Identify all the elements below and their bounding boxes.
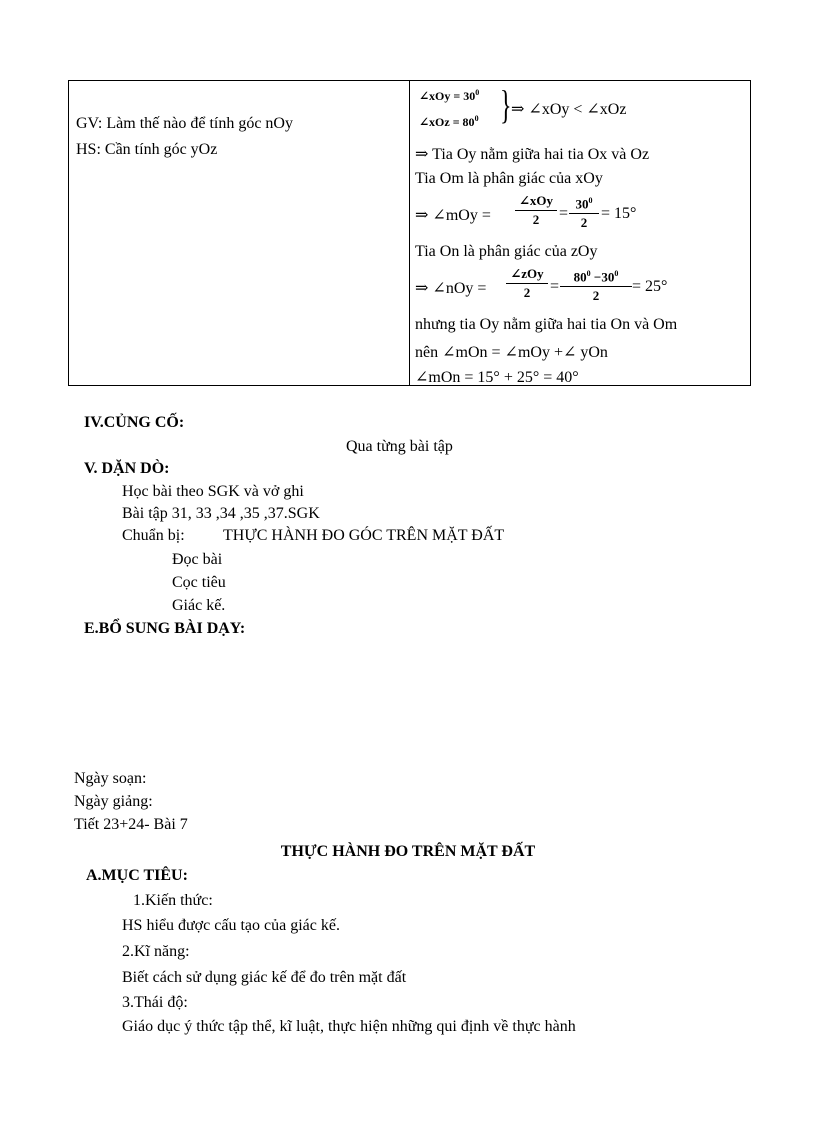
oy-between-statement: ⇒ Tia Oy nằm giữa hai tia Ox và Oz [415, 146, 650, 163]
noy-fraction-1: ∠zOy 2 [506, 266, 548, 301]
prep-label: Chuẩn bị: [122, 527, 185, 544]
ki-nang-label: 2.Kĩ năng: [122, 943, 190, 960]
thai-do-label: 3.Thái độ: [122, 994, 188, 1011]
prep-title: THỰC HÀNH ĐO GÓC TRÊN MẶT ĐẤT [223, 527, 505, 544]
oy-between-on-om: nhưng tia Oy nằm giữa hai tia On và Om [415, 316, 678, 333]
lesson-title: THỰC HÀNH ĐO TRÊN MẶT ĐẤT [280, 843, 536, 860]
kien-thuc-label: 1.Kiến thức: [133, 892, 213, 909]
right-brace: } [500, 82, 512, 127]
noy-equals: = [550, 278, 560, 295]
noy-fraction-2: $80^0 -30^0$ 2 [560, 266, 632, 304]
moy-lhs: ⇒ ∠mOy = [415, 207, 491, 224]
mon-result: ∠mOn = 15° + 25° = 40° [415, 369, 579, 386]
moy-fraction-2: $30^0$ 2 [569, 193, 599, 231]
prep-item: Giác kế. [172, 597, 226, 614]
ki-nang-text: Biết cách sử dụng giác kế để đo trên mặt đất [122, 969, 407, 986]
mon-sum: nên ∠mOn = ∠mOy +∠ yOn [415, 344, 608, 361]
on-bisector-statement: Tia On là phân giác của zOy [415, 243, 598, 260]
muc-tieu-heading: A.MỤC TIÊU: [86, 867, 188, 884]
ngay-giang: Ngày giảng: [74, 793, 153, 810]
student-answer: HS: Cần tính góc yOz [76, 141, 218, 158]
dan-do-line-1: Học bài theo SGK và vở ghi [122, 483, 304, 500]
noy-result: = 25° [632, 278, 668, 295]
moy-result: = 15° [601, 205, 637, 222]
prep-item: Đọc bài [172, 551, 223, 568]
given-xoz: ∠xOz = $80^0$ [419, 114, 479, 129]
om-bisector-statement: Tia Om là phân giác của xOy [415, 170, 603, 187]
thai-do-text: Giáo dục ý thức tập thể, kĩ luật, thực hiện những qui định về thực hành [122, 1018, 576, 1035]
kien-thuc-text: HS hiểu được cấu tạo của giác kế. [122, 917, 340, 934]
cung-co-heading: IV.CỦNG CỐ: [84, 414, 185, 431]
given-xoy: ∠xOy = $30^0$ [419, 88, 480, 103]
solution-table [68, 80, 751, 386]
ngay-soan: Ngày soạn: [74, 770, 147, 787]
prep-item: Cọc tiêu [172, 574, 226, 591]
moy-fraction-1: ∠xOy 2 [515, 193, 557, 228]
tiet: Tiết 23+24- Bài 7 [74, 816, 188, 833]
noy-lhs: ⇒ ∠nOy = [415, 280, 487, 297]
dan-do-line-2: Bài tập 31, 33 ,34 ,35 ,37.SGK [122, 505, 320, 522]
dan-do-heading: V. DẶN DÒ: [84, 460, 170, 477]
teacher-question: GV: Làm thế nào để tính góc nOy [76, 115, 293, 132]
moy-equals: = [559, 205, 569, 222]
comparison-implication: ⇒ ∠xOy < ∠xOz [511, 101, 627, 118]
bo-sung-heading: E.BỔ SUNG BÀI DẠY: [84, 620, 246, 637]
table-column-divider [409, 81, 410, 385]
cung-co-text: Qua từng bài tập [346, 438, 453, 455]
